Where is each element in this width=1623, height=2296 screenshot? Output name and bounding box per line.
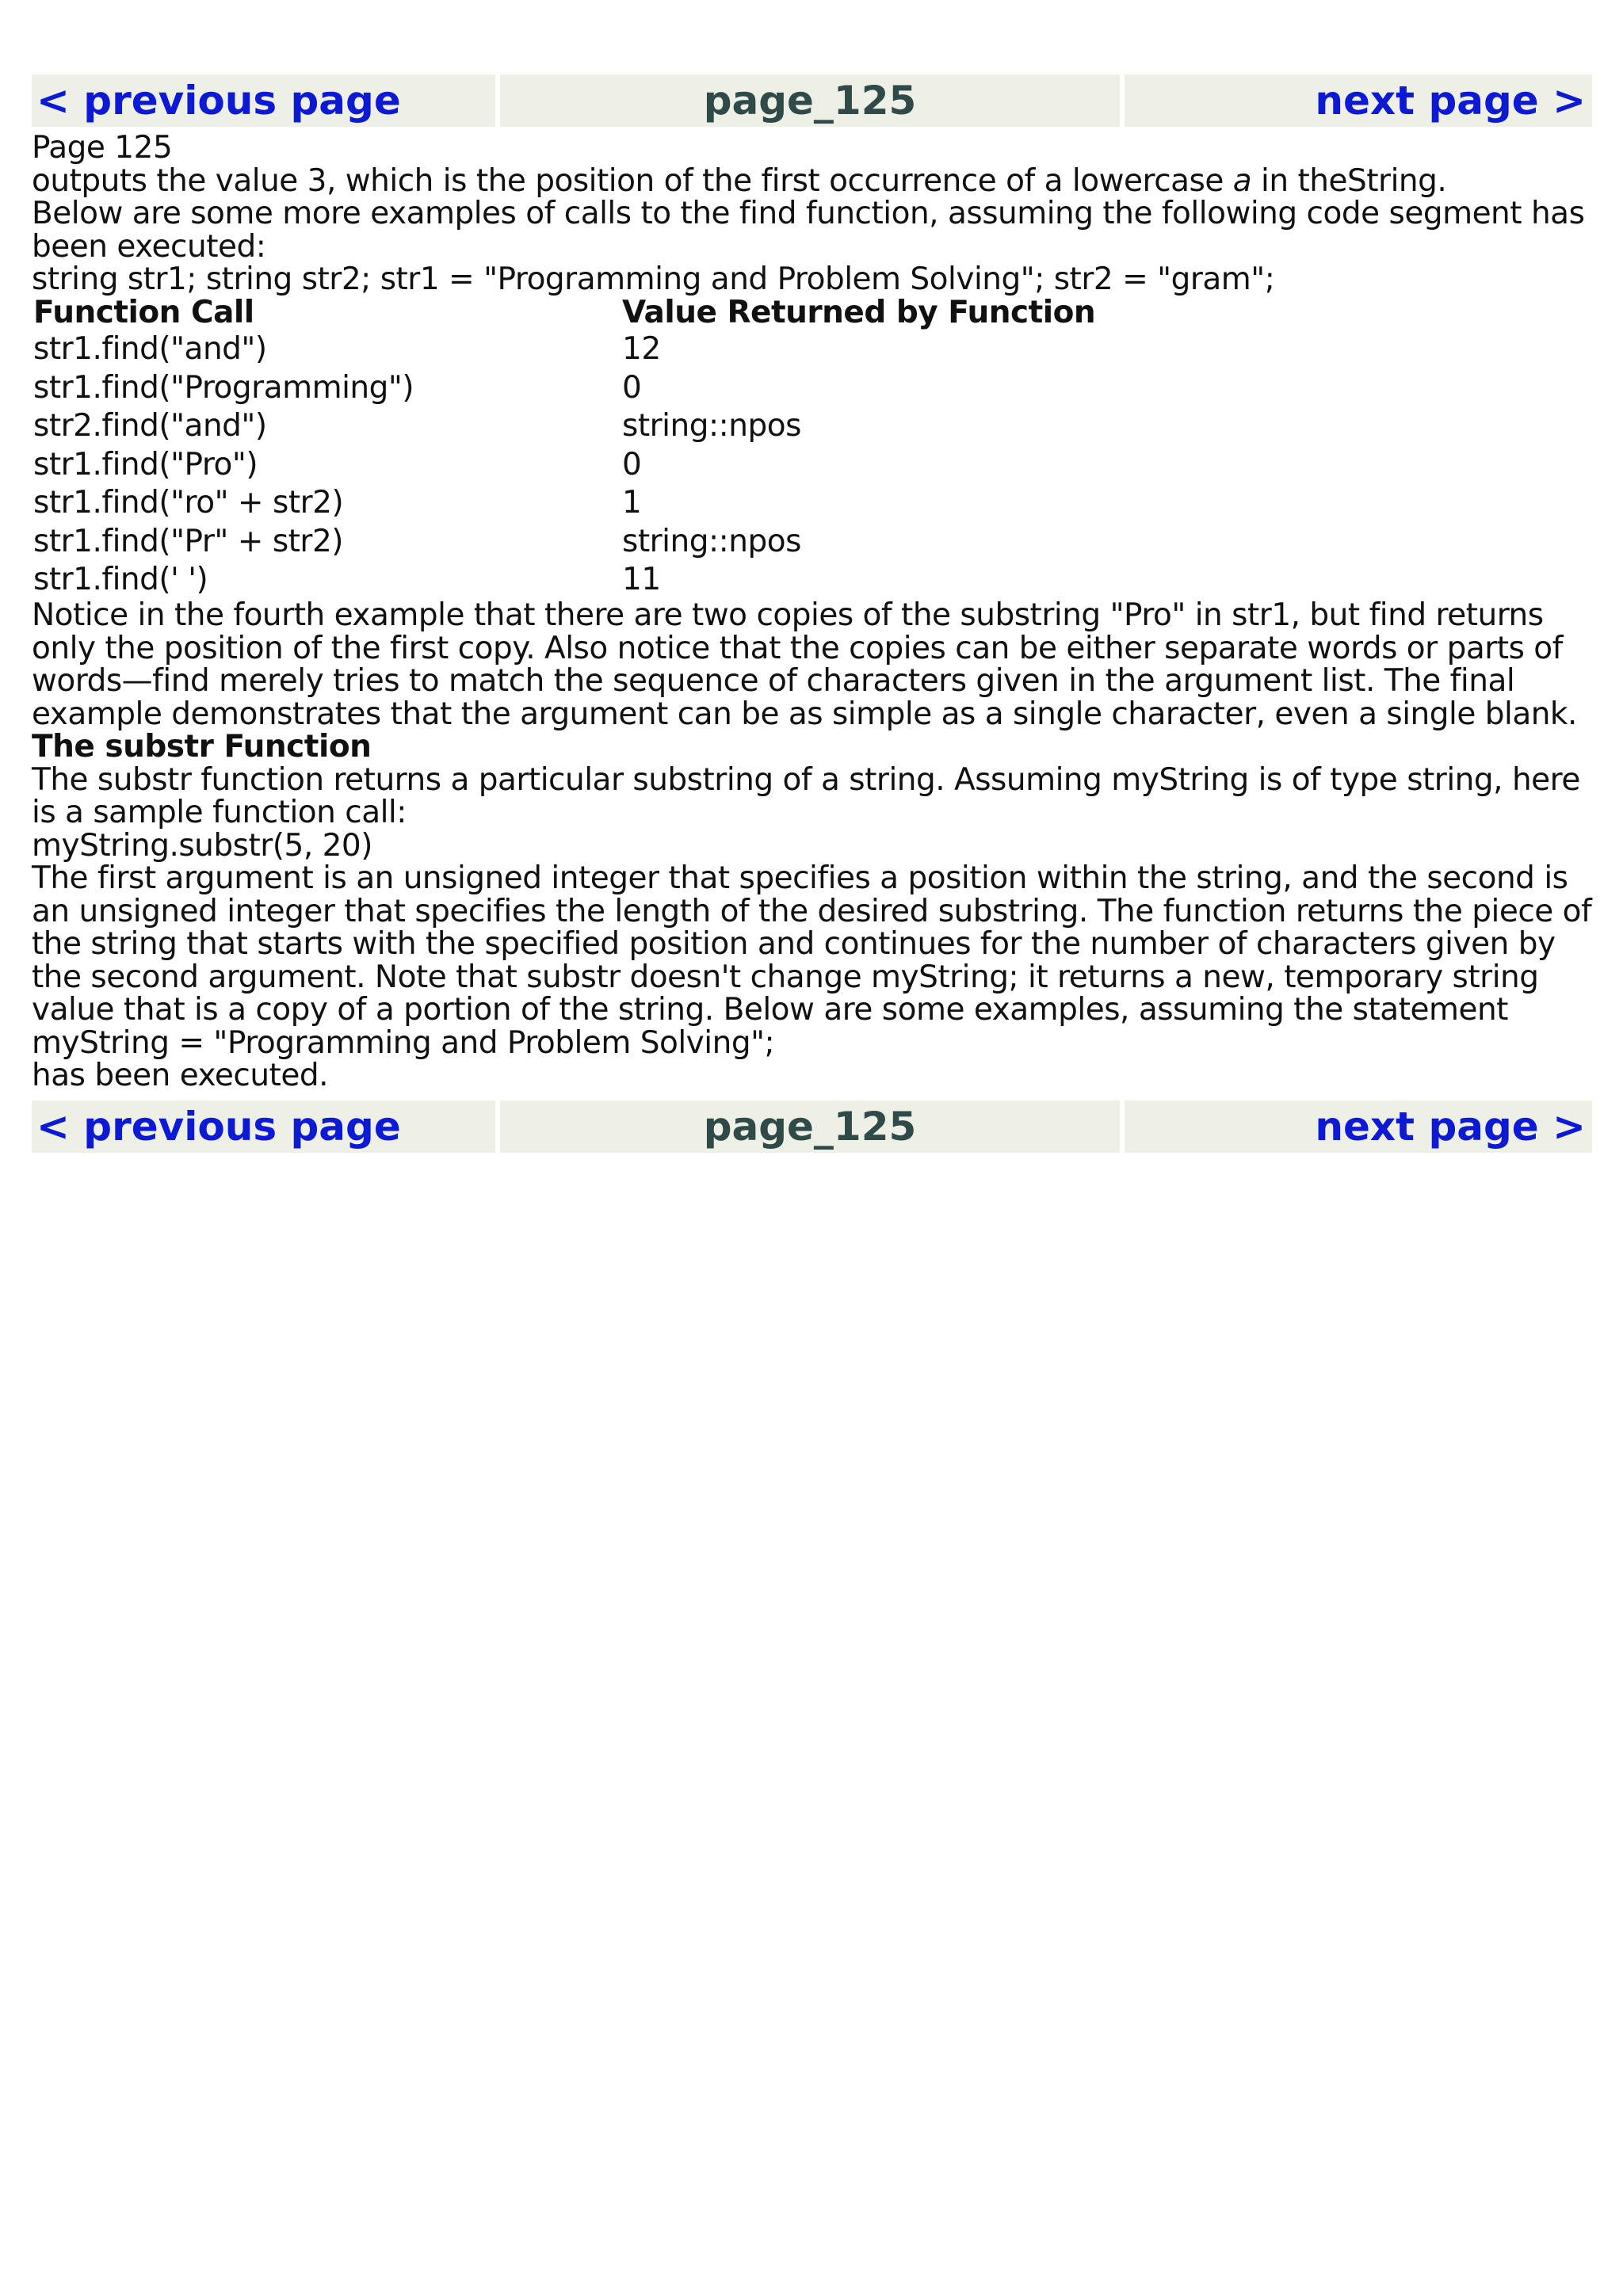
intro-text-pre: outputs the value 3, which is the position of the first occurrence of a lowercase — [32, 162, 1233, 199]
function-call-cell: str1.find("ro" + str2) — [33, 485, 344, 521]
return-value-cell: 12 — [622, 331, 661, 367]
page-number: Page 125 — [32, 130, 173, 166]
top-nav-prev-cell — [32, 74, 495, 127]
function-call-cell: str1.find(' ') — [33, 562, 208, 597]
table-row — [33, 445, 1335, 484]
top-nav-next-cell — [1125, 74, 1592, 127]
bottom-nav-page-cell — [500, 1100, 1120, 1153]
top-navigation-bar — [32, 74, 1597, 127]
intro-paragraph — [32, 162, 1597, 199]
return-value-cell: string::npos — [622, 408, 801, 444]
return-value-cell: 0 — [622, 369, 642, 406]
table-row — [33, 522, 1335, 561]
return-value-cell: string::npos — [622, 523, 801, 559]
function-call-cell: str1.find("Pro") — [33, 446, 258, 482]
substr-section-heading: The substr Function — [32, 729, 372, 765]
table-row — [33, 484, 1335, 523]
page-content — [32, 132, 1597, 1093]
bottom-navigation-bar — [32, 1100, 1597, 1153]
column-header-function-call: Function Call — [33, 295, 254, 331]
table-header-row — [33, 296, 1335, 330]
previous-page-link[interactable]: < previous page — [36, 1103, 401, 1150]
table-row — [33, 368, 1335, 407]
code-segment: string str1; string str2; str1 = "Programming and Problem Solving"; str2 = "gram"; — [32, 261, 1275, 297]
bottom-nav-prev-cell — [32, 1100, 495, 1153]
function-call-cell: str1.find("Programming") — [33, 369, 414, 406]
page-label: page_125 — [703, 1103, 917, 1150]
substr-intro-paragraph: The substr function returns a particular substring of a string. Assuming myString is of type string, here is a sample function call: — [32, 761, 1580, 830]
book-page — [32, 74, 1597, 1153]
return-value-cell: 11 — [622, 562, 661, 597]
examples-intro-paragraph: Below are some more examples of calls to the find function, assuming the following code segment has been executed: — [32, 196, 1585, 265]
next-page-link[interactable]: next page > — [1315, 78, 1586, 124]
notice-paragraph: Notice in the fourth example that there are two copies of the substring "Pro" in str1, but find returns only the position of the first copy. Also notice that the copies can be either separate words or parts of words—find merely tries to match the sequence of characters given in the argument list. The final example demonstrates that the argument can be as simple as a single character, even a single blank. — [32, 597, 1577, 732]
intro-text-emphasis: a — [1232, 162, 1252, 199]
substr-executed-note: has been executed. — [32, 1058, 328, 1093]
table-row — [33, 561, 1335, 600]
bottom-nav-next-cell — [1125, 1100, 1592, 1153]
column-header-value-returned: Value Returned by Function — [622, 295, 1096, 331]
find-examples-table — [33, 296, 1335, 600]
function-call-cell: str1.find("Pr" + str2) — [33, 523, 343, 559]
table-row — [33, 330, 1335, 369]
next-page-link[interactable]: next page > — [1315, 1103, 1586, 1150]
substr-statement: myString = "Programming and Problem Solving"; — [32, 1024, 775, 1061]
page-label: page_125 — [703, 78, 917, 124]
substr-explanation-paragraph: The first argument is an unsigned integer that specifies a position within the string, and the second is an unsigned integer that specifies the length of the desired substring. The function returns the piece of the string that starts with the specified position and continues for the number of characters given by the second argument. Note that substr doesn't change myString; it returns a new, temporary string value that is a copy of a portion of the string. Below are some examples, assuming the statement — [32, 860, 1592, 1028]
return-value-cell: 0 — [622, 446, 642, 482]
previous-page-link[interactable]: < previous page — [36, 78, 401, 124]
top-nav-page-cell — [500, 74, 1120, 127]
substr-call-example: myString.substr(5, 20) — [32, 827, 372, 864]
table-row — [33, 407, 1335, 446]
intro-text-post: in theString. — [1251, 162, 1447, 199]
function-call-cell: str2.find("and") — [33, 408, 267, 444]
function-call-cell: str1.find("and") — [33, 331, 267, 367]
return-value-cell: 1 — [622, 485, 642, 521]
